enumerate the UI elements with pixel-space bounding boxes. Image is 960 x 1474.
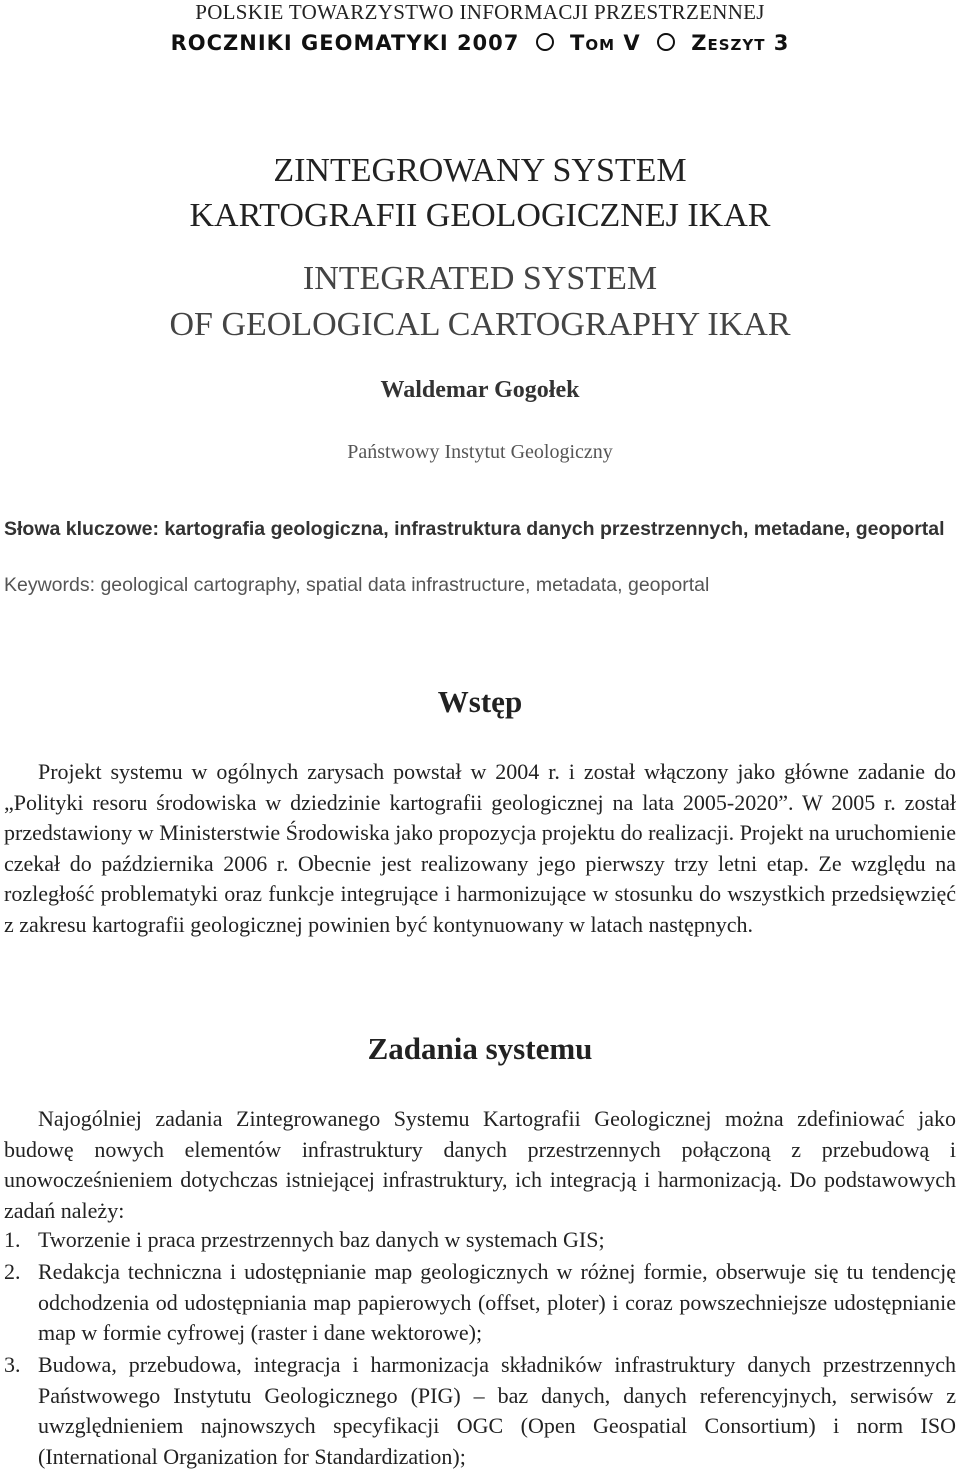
journal-line — [0, 31, 960, 55]
list-item-number: 2. — [4, 1259, 21, 1284]
author-affiliation: Państwowy Instytut Geologiczny — [347, 441, 613, 463]
section-paragraph-introduction: Projekt systemu w ogólnych zarysach powstał w 2004 r. i został włączony jako główne zadanie do „Polityki resoru środowiska w dziedzinie kartografii geologicznej na lata 2005-2020”. W 2005 r. został przedstawiony w Ministerstwie Środowiska jako propozycja projektu do realizacji. Projekt na uruchomienie czekał do października 2006 r. Obecnie jest realizowany jego pierwszy trzy letni etap. Ze względu na rozległość problematyki oraz funkcje integrujące i harmonizujące w stosunku do wszystkich przedsięwzięć z zakresu kartografii geologicznej powinien być kontynuowany w latach następnych. — [4, 759, 956, 937]
author-name: Waldemar Gogołek — [380, 377, 580, 403]
journal-issue: Zeszyt 3 — [691, 31, 790, 55]
list-item-number: 1. — [4, 1227, 21, 1252]
title-english — [0, 256, 960, 348]
journal-volume: Tom V — [570, 31, 641, 55]
keywords-english: Keywords: geological cartography, spatial data infrastructure, metadata, geoportal — [4, 574, 710, 596]
list-item-number: 3. — [4, 1352, 21, 1377]
title-polish — [0, 148, 960, 238]
list-item — [4, 1257, 956, 1349]
keywords-polish: Słowa kluczowe: kartografia geologiczna, infrastruktura danych przestrzennych, metadane, geoportal — [4, 518, 945, 540]
title-polish-line2: KARTOGRAFII GEOLOGICZNEJ IKAR — [189, 197, 771, 234]
section-paragraph-tasks: Najogólniej zadania Zintegrowanego Systemu Kartografii Geologicznej można zdefiniować jako budowę nowych elementów infrastruktury danych przestrzennych połączoną z przebudową i unowocześnieniem dotychczas istniejącej infrastruktury, ich integracją i harmonizacją. Do podstawowych zadań należy: — [4, 1106, 956, 1223]
section-heading-tasks: Zadania systemu — [367, 1031, 593, 1066]
list-item-text: Budowa, przebudowa, integracja i harmonizacja składników infrastruktury danych przestrzennych Państwowego Instytutu Geologicznego (PIG) – baz danych, danych referencyjnych, serwisów z uwzględnieniem najnowszych specyfikacji OGC (Open Geospatial Consortium) i norm ISO (International Organization for Standardization); — [38, 1352, 956, 1469]
list-item-text: Tworzenie i praca przestrzennych baz danych w systemach GIS; — [38, 1227, 605, 1252]
circle-separator-icon — [536, 33, 554, 51]
tasks-list — [4, 1225, 956, 1474]
title-english-line2: OF GEOLOGICAL CARTOGRAPHY IKAR — [169, 306, 791, 343]
list-item — [4, 1225, 956, 1256]
title-english-line1: INTEGRATED SYSTEM — [302, 260, 658, 297]
section-heading-introduction: Wstęp — [437, 684, 523, 719]
title-polish-line1: ZINTEGROWANY SYSTEM — [273, 152, 687, 189]
publisher-line: POLSKIE TOWARZYSTWO INFORMACJI PRZESTRZENNEJ — [195, 0, 765, 24]
list-item — [4, 1350, 956, 1472]
list-item-text: Redakcja techniczna i udostępnianie map geologicznych w różnej formie, obserwuje się tu tendencję odchodzenia od udostępniania map papierowych (offset, ploter) i coraz powszechniejsze udostępnianie map w formie cyfrowej (raster i dane wektorowe); — [38, 1259, 956, 1345]
journal-title: ROCZNIKI GEOMATYKI 2007 — [170, 31, 520, 55]
circle-separator-icon — [657, 33, 675, 51]
